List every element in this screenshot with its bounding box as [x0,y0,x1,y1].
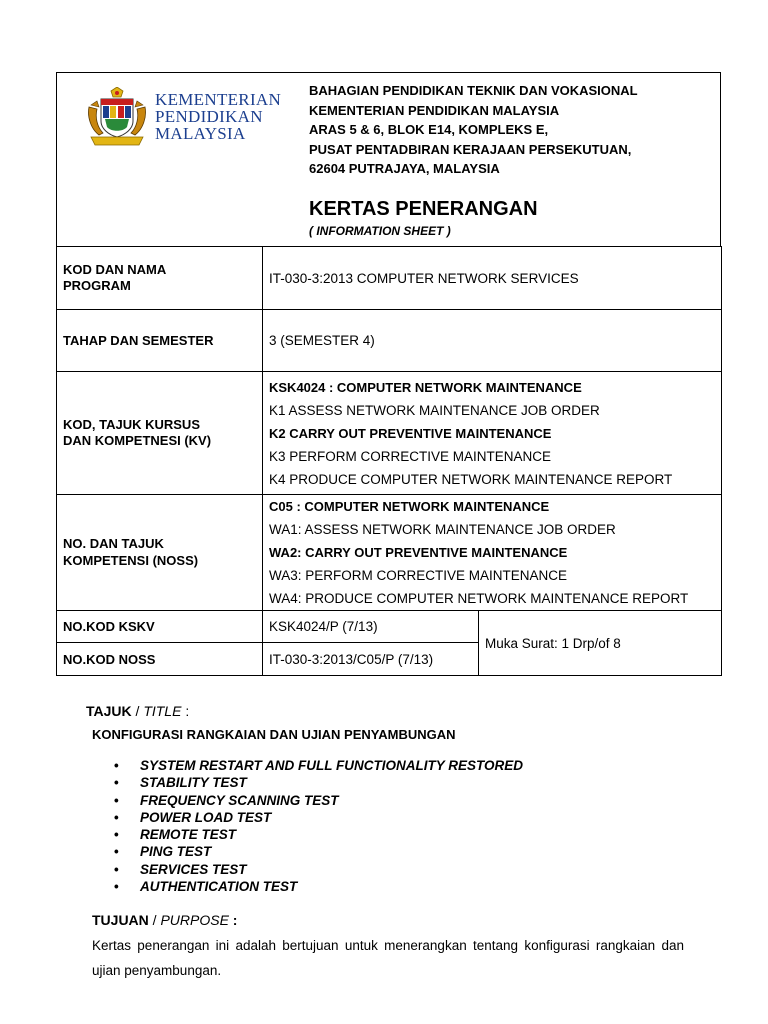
label-line: DAN KOMPETNESI (KV) [63,433,212,448]
list-item-text: AUTHENTICATION TEST [140,879,298,895]
purpose-label: TUJUAN [92,912,149,928]
noss-line: WA4: PRODUCE COMPUTER NETWORK MAINTENANCE REPORT [269,591,689,606]
table-row [57,495,722,611]
bullet-icon: • [114,861,119,877]
ministry-name [155,91,281,142]
level-label: TAHAP DAN SEMESTER [57,310,263,372]
address-line: KEMENTERIAN PENDIDIKAN MALAYSIA [309,102,560,118]
purpose-separator: / [148,912,161,928]
course-value [263,372,722,495]
address-line: 62604 PUTRAJAYA, MALAYSIA [309,161,500,176]
info-table [56,246,722,676]
bullet-icon: • [114,879,119,895]
course-line: K4 PRODUCE COMPUTER NETWORK MAINTENANCE REPORT [269,471,673,487]
label-line: NO. DAN TAJUK [63,536,164,551]
list-item-text: FREQUENCY SCANNING TEST [140,792,339,808]
list-item [92,843,523,860]
address-line: PUSAT PENTADBIRAN KERAJAAN PERSEKUTUAN, [309,141,632,157]
list-item-text: STABILITY TEST [140,775,247,791]
title-label: TAJUK [86,703,132,719]
list-item-text: REMOTE TEST [140,827,237,843]
course-line: K3 PERFORM CORRECTIVE MAINTENANCE [269,448,552,464]
ministry-logo [85,87,295,147]
title-separator: / [131,703,144,719]
list-item-text: SERVICES TEST [140,861,247,877]
ministry-name-line: PENDIDIKAN [155,107,263,126]
purpose-label-en: PURPOSE [160,912,229,928]
title-heading [86,703,189,719]
label-line: KOMPETENSI (NOSS) [63,552,199,568]
label-line: PROGRAM [63,278,131,293]
page-info: Muka Surat: 1 Drp/of 8 [479,611,722,676]
course-line: KSK4024 : COMPUTER NETWORK MAINTENANCE [269,379,582,395]
bullet-icon: • [114,827,119,843]
noss-line: WA2: CARRY OUT PREVENTIVE MAINTENANCE [269,545,568,560]
address-line: BAHAGIAN PENDIDIKAN TEKNIK DAN VOKASIONAL [309,83,638,98]
list-item [92,757,523,774]
topic-subheading: KONFIGURASI RANGKAIAN DAN UJIAN PENYAMBUNGAN [92,727,456,742]
list-item-text: POWER LOAD TEST [140,809,272,825]
document-subtitle: ( INFORMATION SHEET ) [309,224,451,238]
test-list [92,757,523,895]
title-colon: : [181,703,190,719]
ministry-name-line: KEMENTERIAN [155,90,282,109]
document-header [56,72,721,246]
address-block [309,81,638,179]
bullet-icon: • [114,792,119,808]
list-item [92,774,523,791]
coat-of-arms-icon [85,87,149,147]
noss-value [263,495,722,611]
purpose-paragraph: Kertas penerangan ini adalah bertujuan untuk menerangkan tentang konfigurasi rangkaian dan ujian penyambungan. [92,938,684,978]
noss-line: C05 : COMPUTER NETWORK MAINTENANCE [269,499,550,514]
document-title: KERTAS PENERANGAN [309,198,538,220]
purpose-colon: : [228,912,238,928]
noss-code-value: IT-030-3:2013/C05/P (7/13) [263,643,479,676]
address-line: ARAS 5 & 6, BLOK E14, KOMPLEKS E, [309,122,549,137]
noss-code-label: NO.KOD NOSS [57,643,263,676]
noss-line: WA1: ASSESS NETWORK MAINTENANCE JOB ORDER [269,522,616,537]
list-item [92,826,523,843]
bullet-icon: • [114,758,119,773]
bullet-icon: • [114,775,119,791]
bullet-icon: • [114,809,119,825]
list-item-text: PING TEST [140,844,212,860]
label-line: KOD DAN NAMA [63,261,167,277]
list-item [92,809,523,826]
table-row [57,372,722,495]
table-row [57,310,722,372]
list-item [92,792,523,809]
ministry-name-line: MALAYSIA [155,124,246,143]
table-row [57,247,722,310]
program-label [57,247,263,310]
program-value: IT-030-3:2013 COMPUTER NETWORK SERVICES [263,247,722,310]
list-item [92,878,523,895]
purpose-heading [92,912,237,928]
course-label [57,372,263,495]
bullet-icon: • [114,844,119,860]
kskv-value: KSK4024/P (7/13) [263,611,479,643]
title-label-en: TITLE [143,703,182,719]
list-item [92,861,523,878]
kskv-label: NO.KOD KSKV [57,611,263,643]
level-value: 3 (SEMESTER 4) [263,310,722,372]
list-item-text: SYSTEM RESTART AND FULL FUNCTIONALITY RESTORED [140,758,524,773]
course-line: K2 CARRY OUT PREVENTIVE MAINTENANCE [269,425,552,441]
course-line: K1 ASSESS NETWORK MAINTENANCE JOB ORDER [269,402,600,418]
noss-line: WA3: PERFORM CORRECTIVE MAINTENANCE [269,568,568,583]
table-row [57,611,722,643]
label-line: KOD, TAJUK KURSUS [63,416,200,432]
noss-label [57,495,263,611]
